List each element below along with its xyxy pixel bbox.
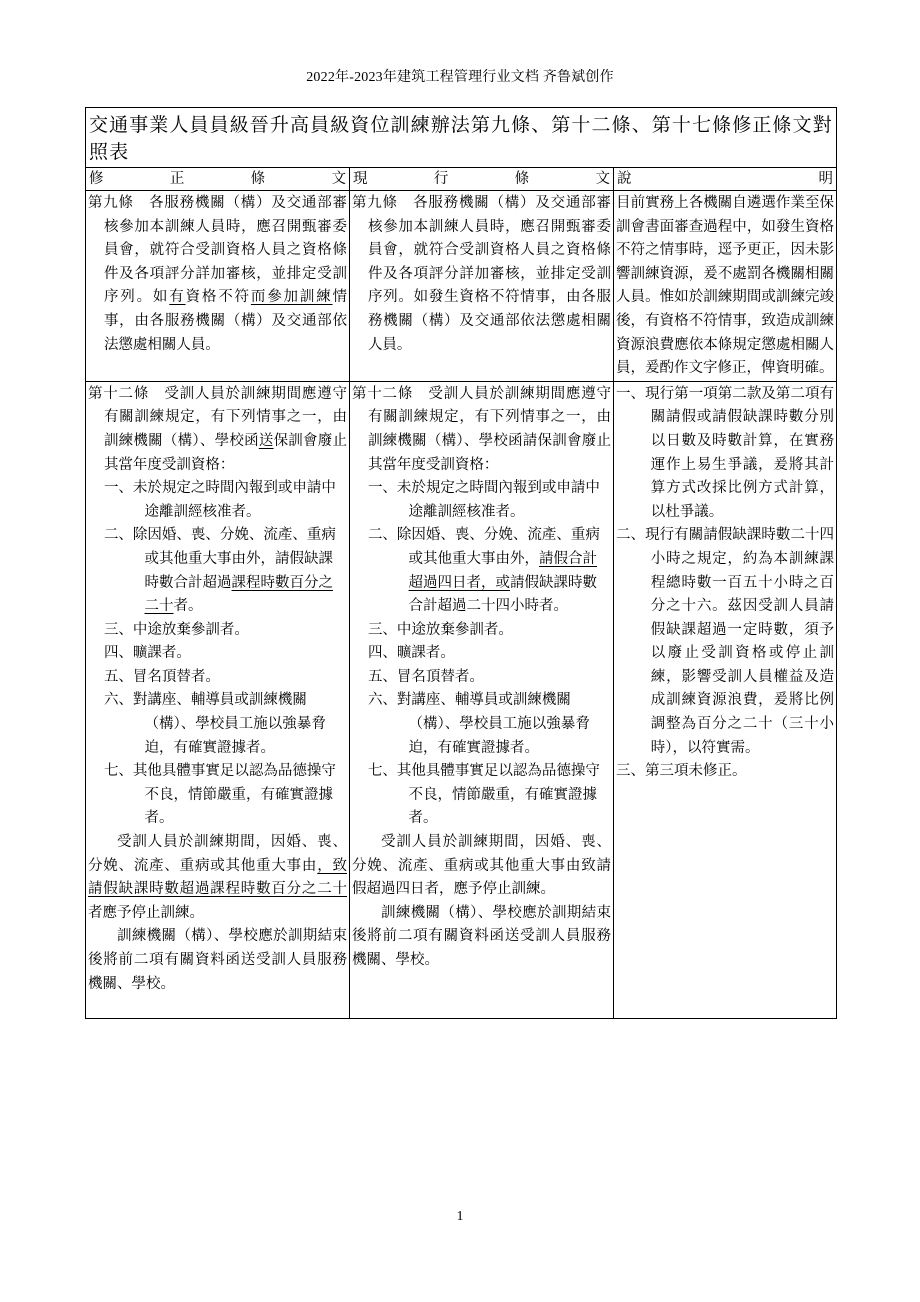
running-header: 2022年-2023年建筑工程管理行业文档 齐鲁斌创作 — [306, 70, 614, 85]
amended-article-12: 第十二條 受訓人員於訓練期間應遵守有關訓練規定，有下列情事之一，由訓練機關（構）、學校函送保訓會廢止其當年度受訓資格： 一、未於規定之時間內報到或申請中途離訓經核准者。 二、除因婚、喪、分娩、流產、重病或其他重大事由外，請假缺課時數合計超過課程時數百分之二十者。 三、中途放棄參訓者。 四、曠課者。 五、冒名頂替者。 六、對講座、輔導員或訓練機關（構）、學校員工施以強暴脅迫，有確實證據者。 七、其他具體事實足以認為品德操守不良，情節嚴重，有確實證據者。 受訓人員於訓練期間，因婚、喪、分娩、流產、重病或其他重大事由，致請假缺課時數超過課程時數百分之二十者應予停止訓練。 訓練機關（構）、學校應於訓期結束後將前二項有關資料函送受訓人員服務機關、學校。 — [86, 381, 350, 1018]
table-row — [86, 191, 837, 382]
current-article-9: 第九條 各服務機關（構）及交通部審核參加本訓練人員時，應召開甄審委員會，就符合受訓資格人員之資格條件及各項評分詳加審核，並排定受訓序列。如發生資格不符情事，由各服務機關（構）及交通部依法懲處相關人員。 — [350, 191, 614, 382]
page-number: 1 — [456, 1209, 464, 1224]
amended-article-9: 第九條 各服務機關（構）及交通部審核參加本訓練人員時，應召開甄審委員會，就符合受訓資格人員之資格條件及各項評分詳加審核，並排定受訓序列。如有資格不符而參加訓練情事，由各服務機關（構）及交通部依法懲處相關人員。 — [86, 191, 350, 382]
note-article-9: 目前實務上各機關自遴選作業至保訓會書面審查過程中，如發生資格不符之情事時，逕予更正，因未影響訓練資源，爰不處罰各機關相關人員。惟如於訓練期間或訓練完竣後，有資格不符情事，致造成訓練資源浪費應依本條規定懲處相關人員，爰酌作文字修正，俾資明確。 — [614, 191, 837, 382]
current-article-12: 第十二條 受訓人員於訓練期間應遵守有關訓練規定，有下列情事之一，由訓練機關（構）、學校函請保訓會廢止其當年度受訓資格： 一、未於規定之時間內報到或申請中途離訓經核准者。 二、除因婚、喪、分娩、流產、重病或其他重大事由外，請假合計超過四日者，或請假缺課時數合計超過二十四小時者。 三、中途放棄參訓者。 四、曠課者。 五、冒名頂替者。 六、對講座、輔導員或訓練機關（構）、學校員工施以強暴脅迫，有確實證據者。 七、其他具體事實足以認為品德操守不良，情節嚴重，有確實證據者。 受訓人員於訓練期間，因婚、喪、分娩、流產、重病或其他重大事由致請假超過四日者，應予停止訓練。 訓練機關（構）、學校應於訓期結束後將前二項有關資料函送受訓人員服務機關、學校。 — [350, 381, 614, 1018]
title-row — [86, 108, 837, 168]
note-article-12: 一、現行第一項第二款及第二項有關請假或請假缺課時數分別以日數及時數計算，在實務運作上易生爭議，爰將其計算方式改採比例方式計算，以杜爭議。 二、現行有關請假缺課時數二十四小時之規定，約為本訓練課程總時數一百五十小時之百分之十六。茲因受訓人員請假缺課超過一定時數，須予以廢止受訓資格或停止訓練，影響受訓人員權益及造成訓練資源浪費，爰將比例調整為百分之二十（三十小時），以符實需。 三、第三項未修正。 — [614, 381, 837, 1018]
column-header-row — [86, 168, 837, 191]
column-header-current: 現 行 條 文 — [350, 168, 614, 191]
table-title: 交通事業人員員級晉升高員級資位訓練辦法第九條、第十二條、第十七條修正條文對照表 — [86, 108, 837, 168]
column-header-amended: 修 正 條 文 — [86, 168, 350, 191]
table-row — [86, 381, 837, 1018]
column-header-note: 說 明 — [614, 168, 837, 191]
comparison-table — [85, 107, 837, 1019]
